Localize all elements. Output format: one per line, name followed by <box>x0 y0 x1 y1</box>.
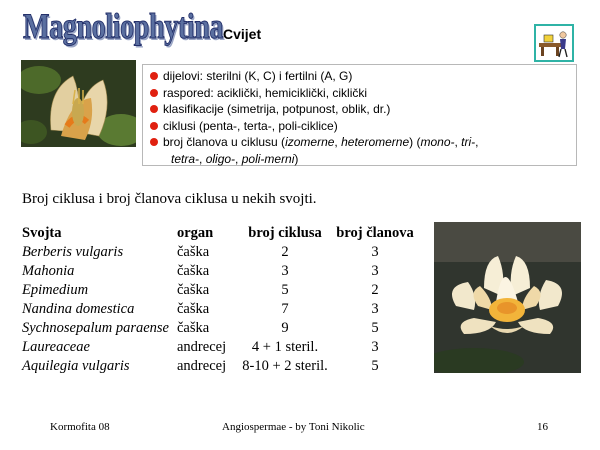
organ-cell: čaška <box>177 301 210 317</box>
organ-cell: čaška <box>177 320 210 336</box>
bullet-item: klasifikacije (simetrija, potpunost, oblik, dr.) <box>149 101 570 118</box>
members-cell: 3 <box>371 244 379 260</box>
cycles-cell: 4 + 1 steril. <box>251 339 319 355</box>
bullet-dot-icon <box>150 72 158 80</box>
table-row <box>22 281 419 300</box>
column-header: broj ciklusa <box>248 225 322 241</box>
cycles-cell: 7 <box>281 301 289 317</box>
bullet-item: broj članova u ciklusu (izomerne, heteromerne) (mono-, tri-, <box>149 134 570 151</box>
page-subtitle: Cvijet <box>223 26 262 42</box>
table-row <box>22 338 419 357</box>
column-header: organ <box>177 225 214 241</box>
bullet-item: raspored: aciklički, hemiciklički, ciklički <box>149 85 570 102</box>
organ-cell: andrecej <box>177 339 227 355</box>
cycles-cell: 5 <box>281 282 289 298</box>
bullet-dot-icon <box>150 122 158 130</box>
cycles-cell: 3 <box>281 263 289 279</box>
bullet-dot-icon <box>150 105 158 113</box>
footer-center: Angiospermae - by Toni Nikolic <box>222 421 365 433</box>
water-lily-photo <box>434 222 581 373</box>
taxon-cell: Laureaceae <box>22 339 90 355</box>
table-row <box>22 262 419 281</box>
column-header: Svojta <box>22 225 62 241</box>
slide-number: 16 <box>537 421 548 433</box>
organ-cell: čaška <box>177 282 210 298</box>
teacher-desk-icon[interactable] <box>534 24 574 62</box>
members-cell: 3 <box>371 339 379 355</box>
table-header-row <box>22 224 419 243</box>
cycles-cell: 2 <box>281 244 289 260</box>
members-cell: 5 <box>371 358 379 374</box>
taxon-cell: Aquilegia vulgaris <box>22 358 130 374</box>
members-cell: 2 <box>371 282 379 298</box>
organ-cell: čaška <box>177 263 210 279</box>
cycles-table <box>22 224 419 376</box>
tulip-tree-flower-photo <box>21 60 136 147</box>
bullet-dot-icon <box>150 89 158 97</box>
taxon-cell: Sychnosepalum paraense <box>22 320 169 336</box>
taxon-cell: Epimedium <box>22 282 89 298</box>
bullet-item: ciklusi (penta-, terta-, poli-ciklice) <box>149 118 570 135</box>
table-row <box>22 300 419 319</box>
members-cell: 5 <box>371 320 379 336</box>
bullet-item-continuation: tetra-, oligo-, poli-merni) <box>171 151 299 166</box>
organ-cell: čaška <box>177 244 210 260</box>
members-cell: 3 <box>371 301 379 317</box>
cycles-cell: 8-10 + 2 steril. <box>242 358 328 374</box>
table-row <box>22 319 419 338</box>
members-cell: 3 <box>371 263 379 279</box>
intro-text: Broj ciklusa i broj članova ciklusa u nekih svojti. <box>22 191 317 207</box>
column-header: broj članova <box>336 225 414 241</box>
cycles-cell: 9 <box>281 320 289 336</box>
table-row <box>22 357 419 376</box>
footer-left: Kormofita 08 <box>50 421 110 433</box>
bullet-item: dijelovi: sterilni (K, C) i fertilni (A, G) <box>149 68 570 85</box>
bullet-dot-icon <box>150 138 158 146</box>
bullet-list <box>142 64 577 166</box>
taxon-cell: Nandina domestica <box>22 301 135 317</box>
taxon-cell: Mahonia <box>22 263 75 279</box>
page-title: Magnoliophytina <box>23 6 224 46</box>
table-row <box>22 243 419 262</box>
organ-cell: andrecej <box>177 358 227 374</box>
taxon-cell: Berberis vulgaris <box>22 244 124 260</box>
